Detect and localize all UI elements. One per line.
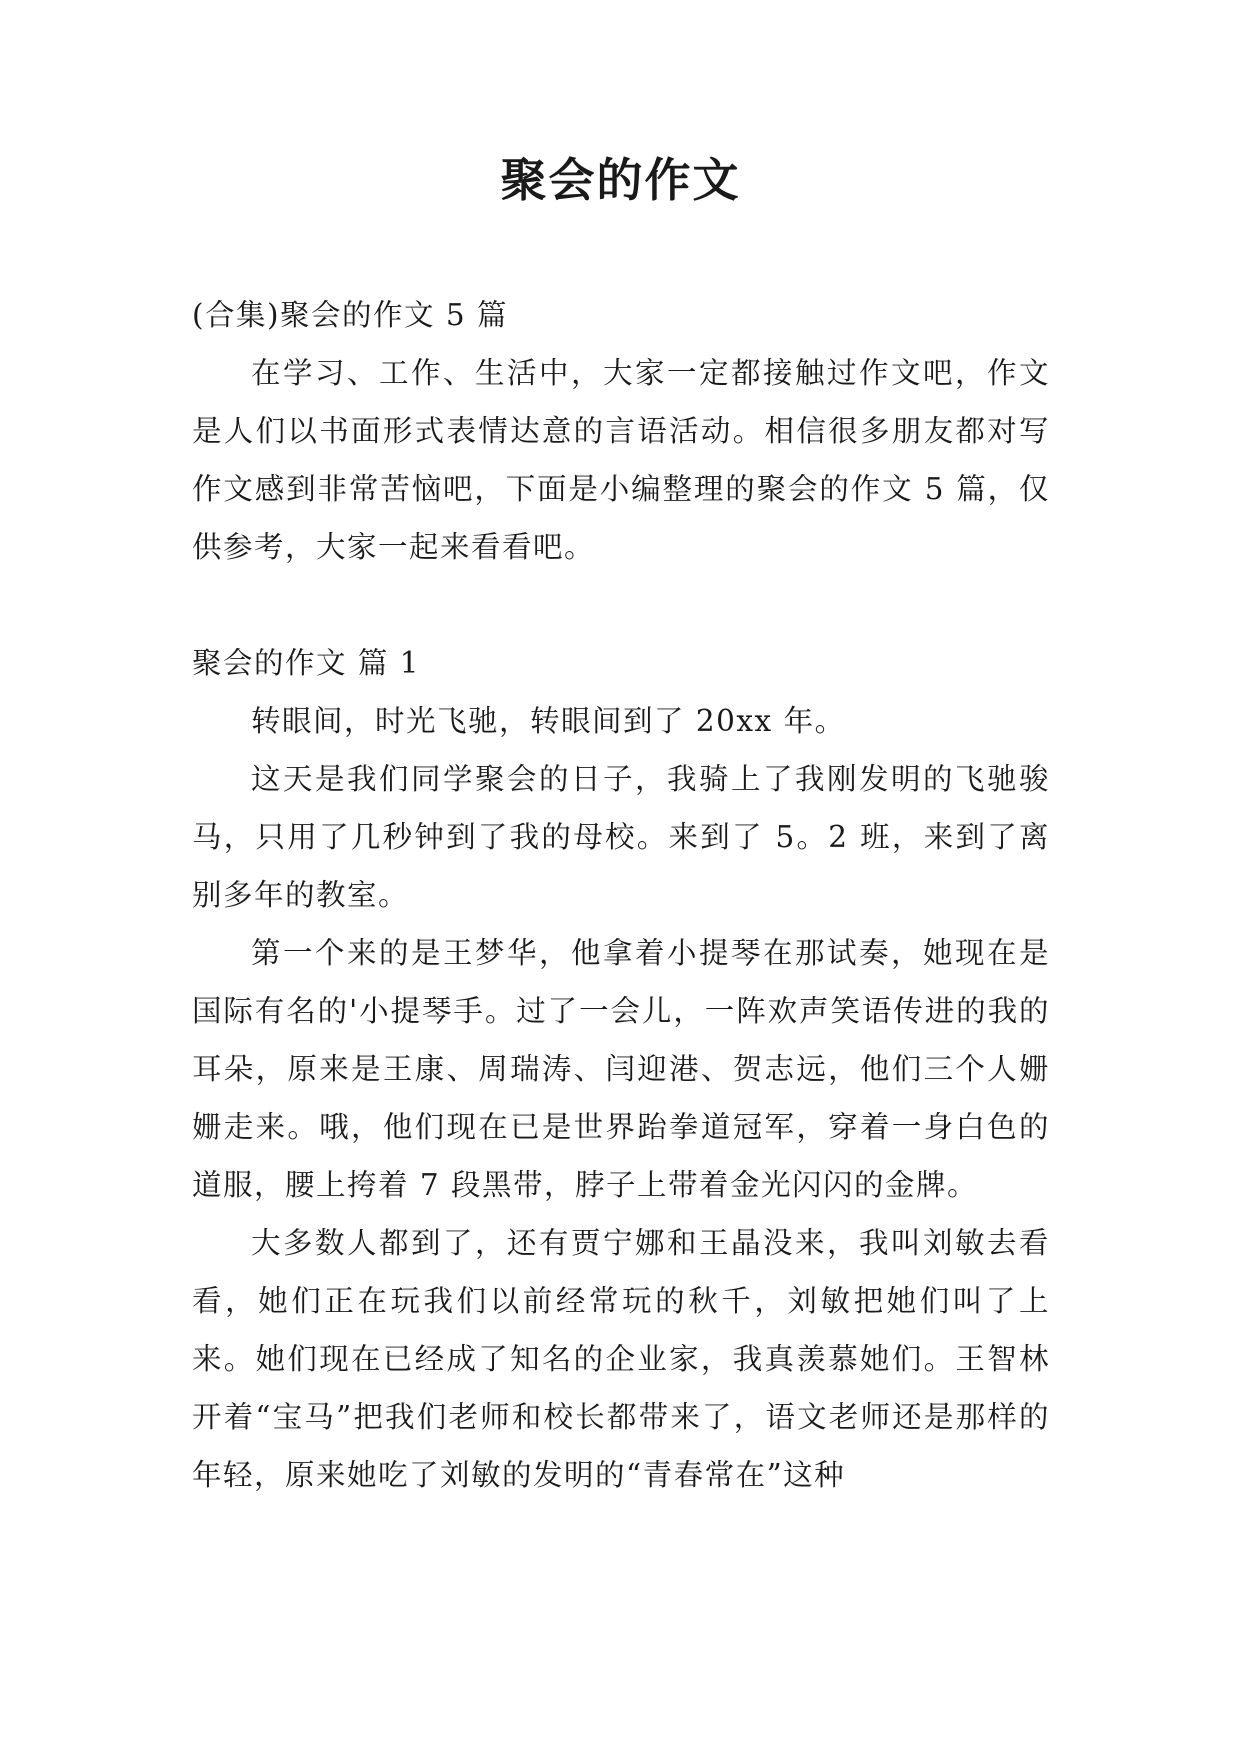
essay-paragraph-3: 第一个来的是王梦华，他拿着小提琴在那试奏，她现在是国际有名的'小提琴手。过了一会儿，一阵欢声笑语传进的我的耳朵，原来是王康、周瑞涛、闫迎港、贺志远，他们三个人姗姗走来。哦，他们现在已是世界跆拳道冠军，穿着一身白色的道服，腰上挎着 7 段黑带，脖子上带着金光闪闪的金牌。 xyxy=(192,936,1050,1202)
essay-paragraph-2: 这天是我们同学聚会的日子，我骑上了我刚发明的飞驰骏马，只用了几秒钟到了我的母校。来到了 5。2 班，来到了离别多年的教室。 xyxy=(192,762,1050,912)
section-heading: 聚会的作文 篇 1 xyxy=(192,646,421,680)
essay-paragraph-4: 大多数人都到了，还有贾宁娜和王晶没来，我叫刘敏去看看，她们正在玩我们以前经常玩的秋千，刘敏把她们叫了上来。她们现在已经成了知名的企业家，我真羡慕她们。王智林开着“宝马”把我们老师和校长都带来了，语文老师还是那样的年轻，原来她吃了刘敏的发明的“青春常在”这种 xyxy=(192,1226,1050,1492)
essay-paragraph-1: 转眼间，时光飞驰，转眼间到了 20xx 年。 xyxy=(251,704,846,738)
section-spacer xyxy=(192,576,1050,634)
document-body xyxy=(192,286,1050,1504)
intro-paragraph: 在学习、工作、生活中，大家一定都接触过作文吧，作文是人们以书面形式表情达意的言语活动。相信很多朋友都对写作文感到非常苦恼吧，下面是小编整理的聚会的作文 5 篇，仅供参考，大家一起来看看吧。 xyxy=(192,356,1050,564)
collection-subtitle: (合集)聚会的作文 5 篇 xyxy=(192,298,509,332)
document-title: 聚会的作文 xyxy=(500,153,741,207)
